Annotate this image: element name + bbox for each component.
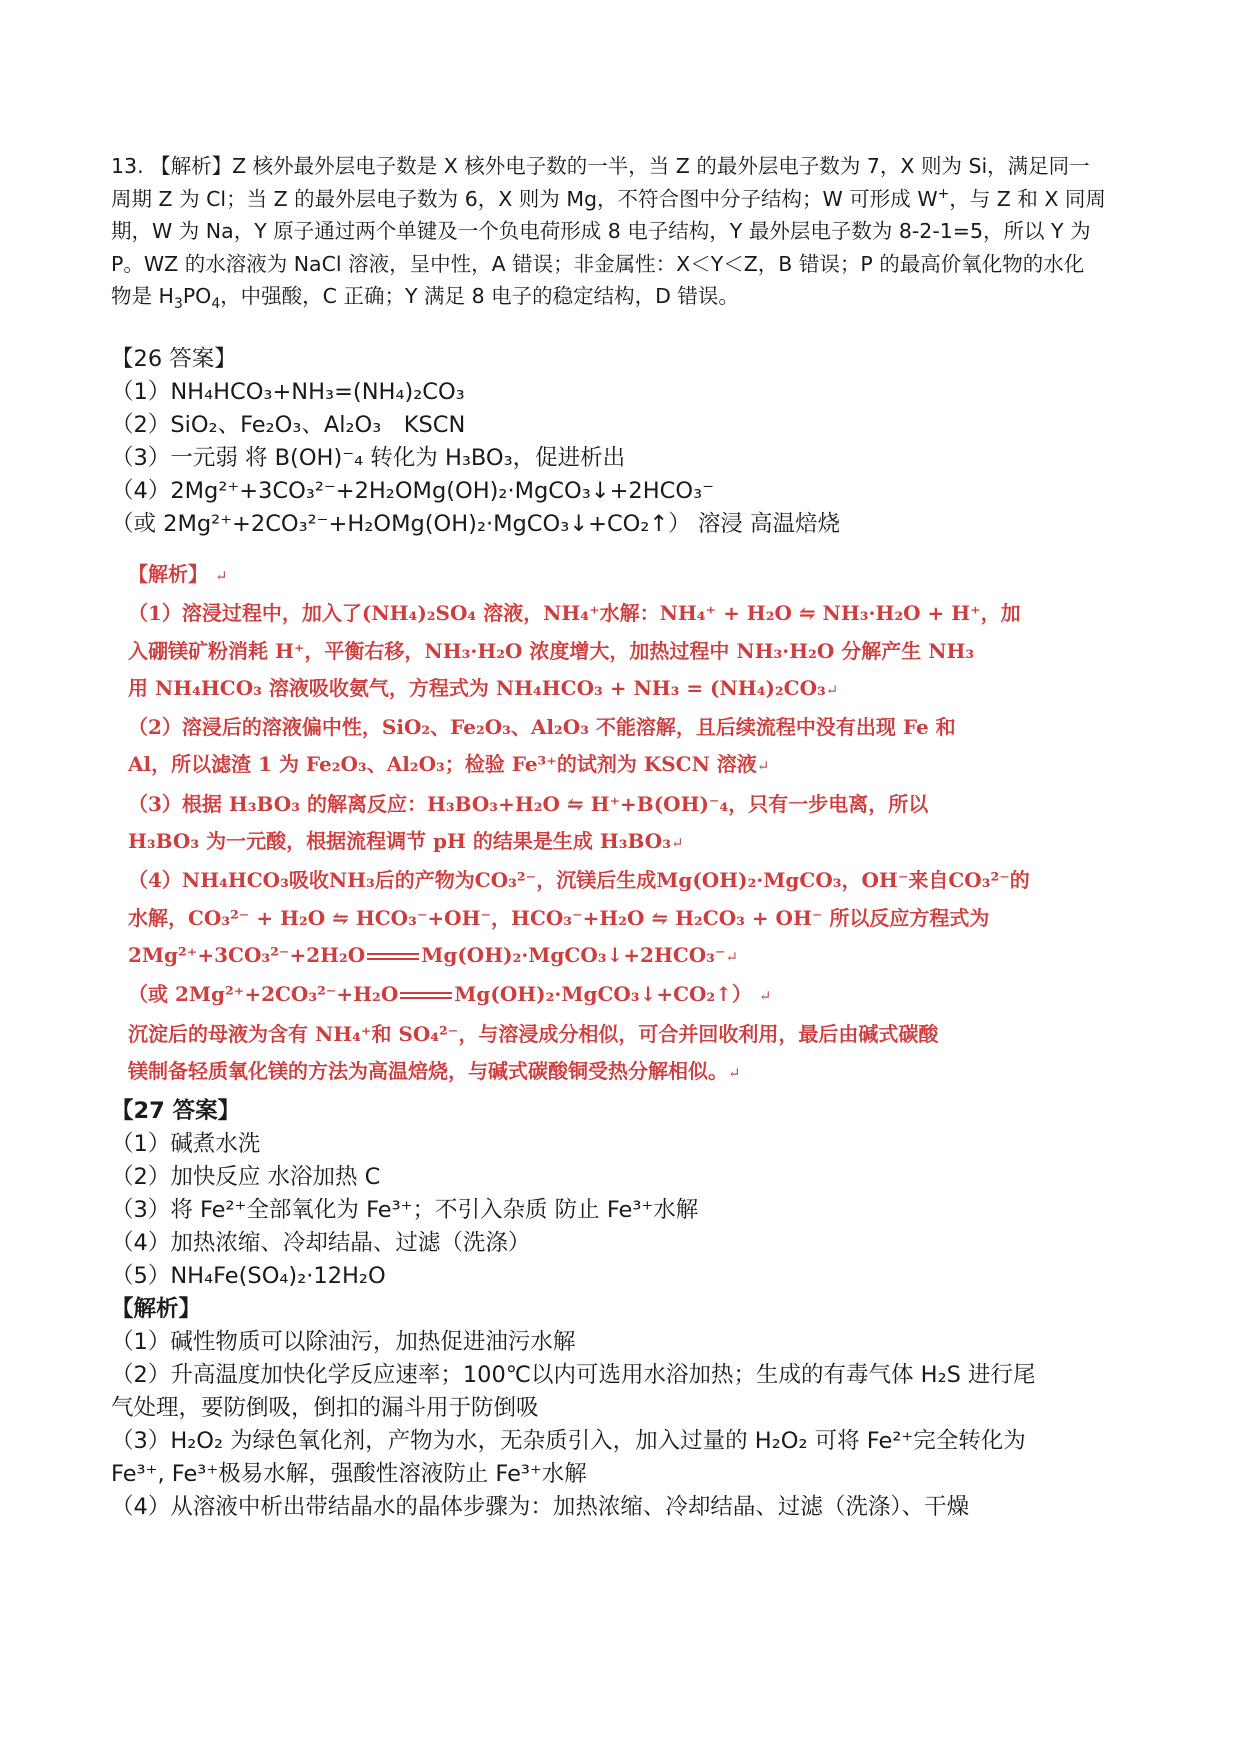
q13-line: 物是 $H_3PO_4$，中强酸，C 正确；Y 满足 8 电子的稳定结构，D 错误。	[111, 284, 739, 313]
analysis-line: Al，所以滤渣 1 为 Fe₂O₃、Al₂O₃；检验 Fe³⁺的试剂为 KSCN 溶液↵	[128, 752, 770, 777]
question-13-analysis	[111, 150, 1131, 313]
answer-line: （2）SiO₂、Fe₂O₃、Al₂O₃ KSCN	[111, 412, 466, 438]
analysis-26-image	[128, 556, 1030, 1092]
reaction-equals-sign	[367, 953, 419, 960]
analysis-line: 沉淀后的母液为含有 NH₄⁺和 SO₄²⁻，与溶浸成分相似，可合并回收利用，最后由碱式碳酸	[128, 1021, 939, 1046]
answer-line: （3）将 Fe²⁺全部氧化为 Fe³⁺；不引入杂质 防止 Fe³⁺水解	[111, 1197, 699, 1223]
analysis-line: （4）从溶液中析出带结晶水的晶体步骤为：加热浓缩、冷却结晶、过滤（洗涤）、干燥	[111, 1494, 970, 1520]
answer-line: （1）碱煮水洗	[111, 1131, 261, 1157]
answer-line: （2）加快反应 水浴加热 C	[111, 1164, 381, 1190]
answer-line: （3）一元弱 将 B(OH)⁻₄ 转化为 H₃BO₃，促进析出	[111, 445, 626, 471]
analysis-line: （4）NH₄HCO₃吸收NH₃后的产物为CO₃²⁻，沉镁后生成Mg(OH)₂·MgCO₃，OH⁻来自CO₃²⁻的	[128, 868, 1030, 893]
analysis-line: （2）溶浸后的溶液偏中性，SiO₂、Fe₂O₃、Al₂O₃ 不能溶解，且后续流程中没有出现 Fe 和	[128, 715, 956, 740]
answer-line: （4）2Mg²⁺+3CO₃²⁻+2H₂OMg(OH)₂·MgCO₃↓+2HCO₃⁻	[111, 478, 714, 504]
analysis-line: （2）升高温度加快化学反应速率；100℃以内可选用水浴加热；生成的有毒气体 H₂S 进行尾	[111, 1362, 1036, 1388]
q13-line: 周期 Z 为 Cl；当 Z 的最外层电子数为 6，X 则为 Mg，不符合图中分子结构；W 可形成 W+，与 Z 和 X 同周	[111, 185, 1106, 211]
analysis-line: （3）根据 H₃BO₃ 的解离反应：H₃BO₃+H₂O ⇋ H⁺+B(OH)⁻₄，只有一步电离，所以	[128, 791, 929, 816]
analysis-line: （或 2Mg²⁺+2CO₃²⁻+H₂O Mg(OH)₂·MgCO₃↓+CO₂↑） ↵	[128, 982, 772, 1007]
answer-line: （5）NH₄Fe(SO₄)₂·12H₂O	[111, 1263, 386, 1289]
analysis-line: 【解析】 ↵	[128, 562, 228, 586]
analysis-line: 气处理，要防倒吸，倒扣的漏斗用于防倒吸	[111, 1395, 539, 1421]
q13-line: P。WZ 的水溶液为 NaCl 溶液，呈中性，A 错误；非金属性：X＜Y＜Z，B 错误；P 的最高价氧化物的水化	[111, 251, 1085, 276]
analysis-line: 入硼镁矿粉消耗 H⁺，平衡右移，NH₃·H₂O 浓度增大，加热过程中 NH₃·H₂O 分解产生 NH₃	[128, 638, 975, 663]
analysis-line: 用 NH₄HCO₃ 溶液吸收氨气，方程式为 NH₄HCO₃ + NH₃ = (NH₄)₂CO₃↵	[128, 675, 839, 700]
answer-line: （1）NH₄HCO₃+NH₃=(NH₄)₂CO₃	[111, 379, 465, 405]
analysis-line: 水解，CO₃²⁻ + H₂O ⇋ HCO₃⁻+OH⁻，HCO₃⁻+H₂O ⇋ H₂CO₃ + OH⁻ 所以反应方程式为	[128, 905, 990, 930]
analysis-line: （1）溶浸过程中，加入了(NH₄)₂SO₄ 溶液，NH₄⁺水解：NH₄⁺ + H₂O ⇋ NH₃·H₂O + H⁺，加	[128, 601, 1021, 626]
answer-26-header: 【26 答案】	[111, 346, 237, 372]
answer-line: （4）加热浓缩、冷却结晶、过滤（洗涤）	[111, 1230, 531, 1256]
reaction-equals-sign	[400, 992, 452, 999]
analysis-line: 镁制备轻质氧化镁的方法为高温焙烧，与碱式碳酸铜受热分解相似。↵	[128, 1058, 741, 1083]
analysis-line: （3）H₂O₂ 为绿色氧化剂，产物为水，无杂质引入，加入过量的 H₂O₂ 可将 Fe²⁺完全转化为	[111, 1428, 1026, 1454]
q13-line: 13. 【解析】Z 核外最外层电子数是 X 核外电子数的一半，当 Z 的最外层电子数为 7，X 则为 Si，满足同一	[111, 154, 1090, 178]
q13-line: 期，W 为 Na，Y 原子通过两个单键及一个负电荷形成 8 电子结构，Y 最外层电子数为 8-2-1=5，所以 Y 为	[111, 219, 1091, 243]
answer-26	[111, 343, 1131, 541]
answer-27	[111, 1095, 1131, 1524]
answer-27-header: 【27 答案】	[111, 1098, 241, 1124]
analysis-27-header: 【解析】	[111, 1296, 202, 1322]
analysis-line: H₃BO₃ 为一元酸，根据流程调节 pH 的结果是生成 H₃BO₃↵	[128, 829, 684, 854]
analysis-line: （1）碱性物质可以除油污，加热促进油污水解	[111, 1329, 576, 1355]
answer-line: （或 2Mg²⁺+2CO₃²⁻+H₂OMg(OH)₂·MgCO₃↓+CO₂↑） 溶浸 高温焙烧	[111, 511, 841, 537]
analysis-line: Fe³⁺, Fe³⁺极易水解，强酸性溶液防止 Fe³⁺水解	[111, 1461, 587, 1487]
analysis-line: 2Mg²⁺+3CO₃²⁻+2H₂O Mg(OH)₂·MgCO₃↓+2HCO₃⁻↵	[128, 942, 739, 967]
